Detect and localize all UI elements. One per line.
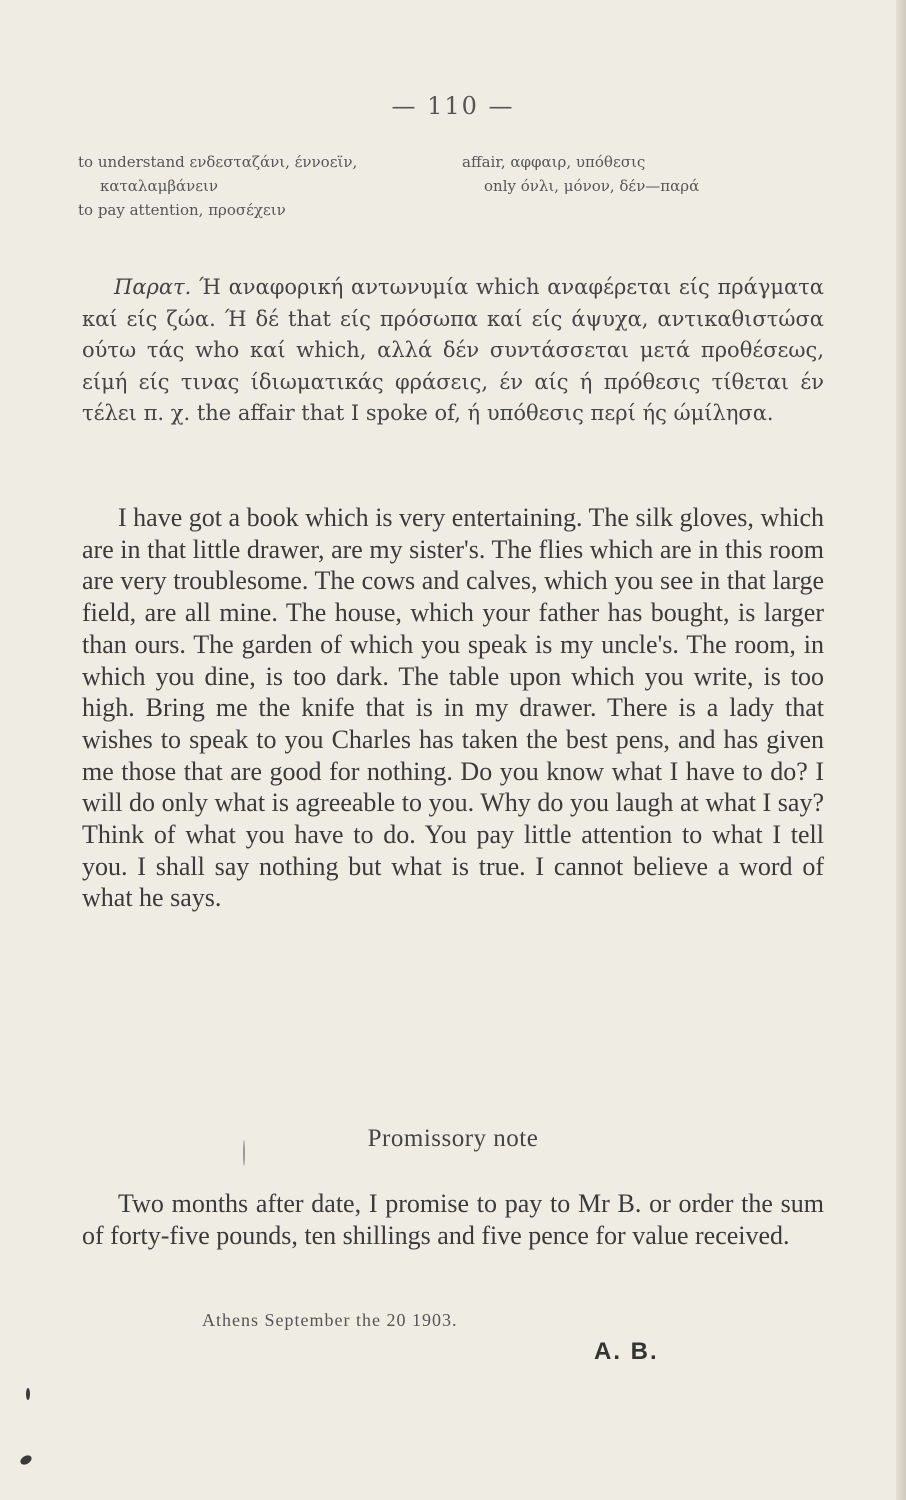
exercise-paragraph: I have got a book which is very entertaining. The silk gloves, which are in that little drawer, are my sister's. The flies which are in this room are very troublesome. The cows and calves, which you see in that large field, are all mine. The house, which your father has bought, is larger than ours. The garden of which you speak is my uncle's. The room, in which you dine, is too dark. The table upon which you write, is too high. Bring me the knife that is in my drawer. There is a lady that wishes to speak to you Charles has taken the best pens, and has given me those that are good for nothing. Do you know what I have to do? I will do only what is agreeable to you. Why do you laugh at what I say? Think of what you have to do. You pay little attention to what I tell you. I shall say nothing but what is true. I cannot believe a word of what he says. — [82, 503, 824, 913]
vocab-row — [78, 174, 798, 198]
grammar-note — [82, 272, 824, 430]
page-edge — [896, 0, 906, 1500]
note-lead: Παρατ. — [114, 275, 192, 299]
vocab-row — [78, 198, 798, 222]
signature: A. B. — [594, 1338, 659, 1365]
vocab-row — [78, 150, 798, 174]
vocab-entry: only όνλι, μόνον, δέν—παρά — [484, 177, 700, 195]
speck — [26, 1388, 30, 1400]
vocab-entry: to understand ενδεσταζάνι, έννοεϊν, — [78, 153, 358, 171]
dateline: Athens September the 20 1903. — [202, 1310, 458, 1330]
vocab-entry: καταλαμβάνειν — [100, 177, 219, 195]
speck — [243, 1140, 245, 1166]
page-number: — 110 — — [391, 92, 515, 120]
vocab-entry: affair, αφφαιρ, υπόθεσις — [462, 153, 646, 171]
speck — [19, 1454, 33, 1467]
vocab-entry: to pay attention, προσέχειν — [78, 201, 286, 219]
vocabulary-list — [78, 150, 798, 222]
note-text: Ή αναφορική αντωνυμία which αναφέρεται είς πράγματα καί είς ζώα. Ή δέ that είς πρόσωπα καί είς άψυχα, αντικαθιστώσα ούτω τάς who καί which, αλλά δέν συντάσσεται μετά προθέσεως, είμή είς τινας ίδιωματικάς φράσεις, έν αίς ή πρόθεσις τίθεται έν τέλει π. χ. the affair that I spoke of, ή υπόθεσις περί ής ώμίλησα. — [82, 275, 824, 425]
section-title: Promissory note — [367, 1125, 539, 1152]
promissory-note-text: Two months after date, I promise to pay to Mr B. or order the sum of forty-five pounds, ten shillings and five pence for value received. — [82, 1189, 824, 1250]
